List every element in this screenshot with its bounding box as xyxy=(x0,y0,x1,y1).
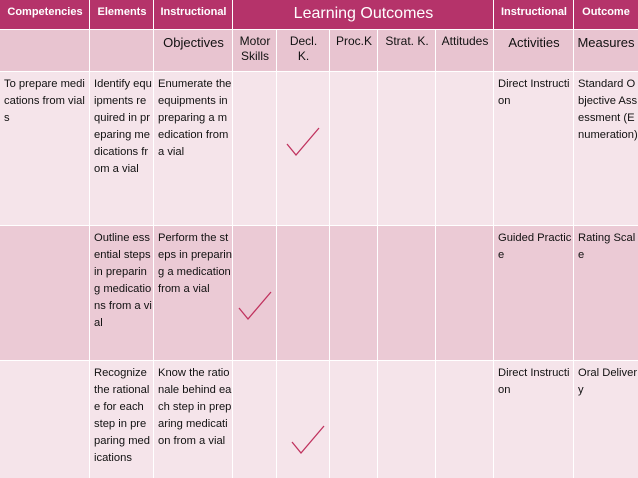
row3-objective: Know the rationale behind each step in preparing medication from a vial xyxy=(158,367,232,448)
subheader-decl-k: Decl. K. xyxy=(277,30,330,72)
header-outcome: Outcome xyxy=(574,0,638,30)
subheader-empty-competencies xyxy=(0,30,90,72)
subheader-activities: Activities xyxy=(494,30,574,72)
subheader-objectives: Objectives xyxy=(154,30,233,72)
row2-motor-skills-check-icon xyxy=(237,290,273,322)
row1-measure: Standard Objective Assessment (Enumeration) xyxy=(578,78,638,142)
row2-activity: Guided Practice xyxy=(498,232,572,262)
subheader-empty-elements xyxy=(90,30,154,72)
row1-activity: Direct Instruction xyxy=(498,78,570,108)
subheader-proc-k: Proc.K xyxy=(330,30,378,72)
row2-objective: Perform the steps in preparing a medication from a vial xyxy=(158,232,232,296)
row3-competency xyxy=(0,361,88,478)
subheader-measures: Measures xyxy=(574,30,638,72)
row3-measure: Oral Delivery xyxy=(578,367,638,397)
header-competencies: Competencies xyxy=(0,0,90,30)
row3-element: Recognize the rationale for each step in preparing medications xyxy=(94,367,150,465)
header-instructional-right: Instructional xyxy=(494,0,574,30)
row3-activity: Direct Instruction xyxy=(498,367,570,397)
subheader-strat-k: Strat. K. xyxy=(378,30,436,72)
row1-competency: To prepare medications from vials xyxy=(4,78,85,125)
subheader-motor-skills: Motor Skills xyxy=(233,30,277,72)
row1-decl-k-check-icon xyxy=(285,126,321,158)
row2-measure: Rating Scale xyxy=(578,232,636,262)
row1-objective: Enumerate the equipments in preparing a medication from a vial xyxy=(158,78,232,159)
row2-competency xyxy=(0,226,88,361)
row1-element: Identify equipments required in preparing medications from a vial xyxy=(94,78,152,176)
header-learning-outcomes: Learning Outcomes xyxy=(233,0,494,30)
subheader-attitudes: Attitudes xyxy=(436,30,494,72)
row2-element: Outline essential steps in preparing medications from a vial xyxy=(94,232,152,330)
row3-decl-k-check-icon xyxy=(290,424,326,456)
header-instructional-left: Instructional xyxy=(154,0,233,30)
header-elements: Elements xyxy=(90,0,154,30)
